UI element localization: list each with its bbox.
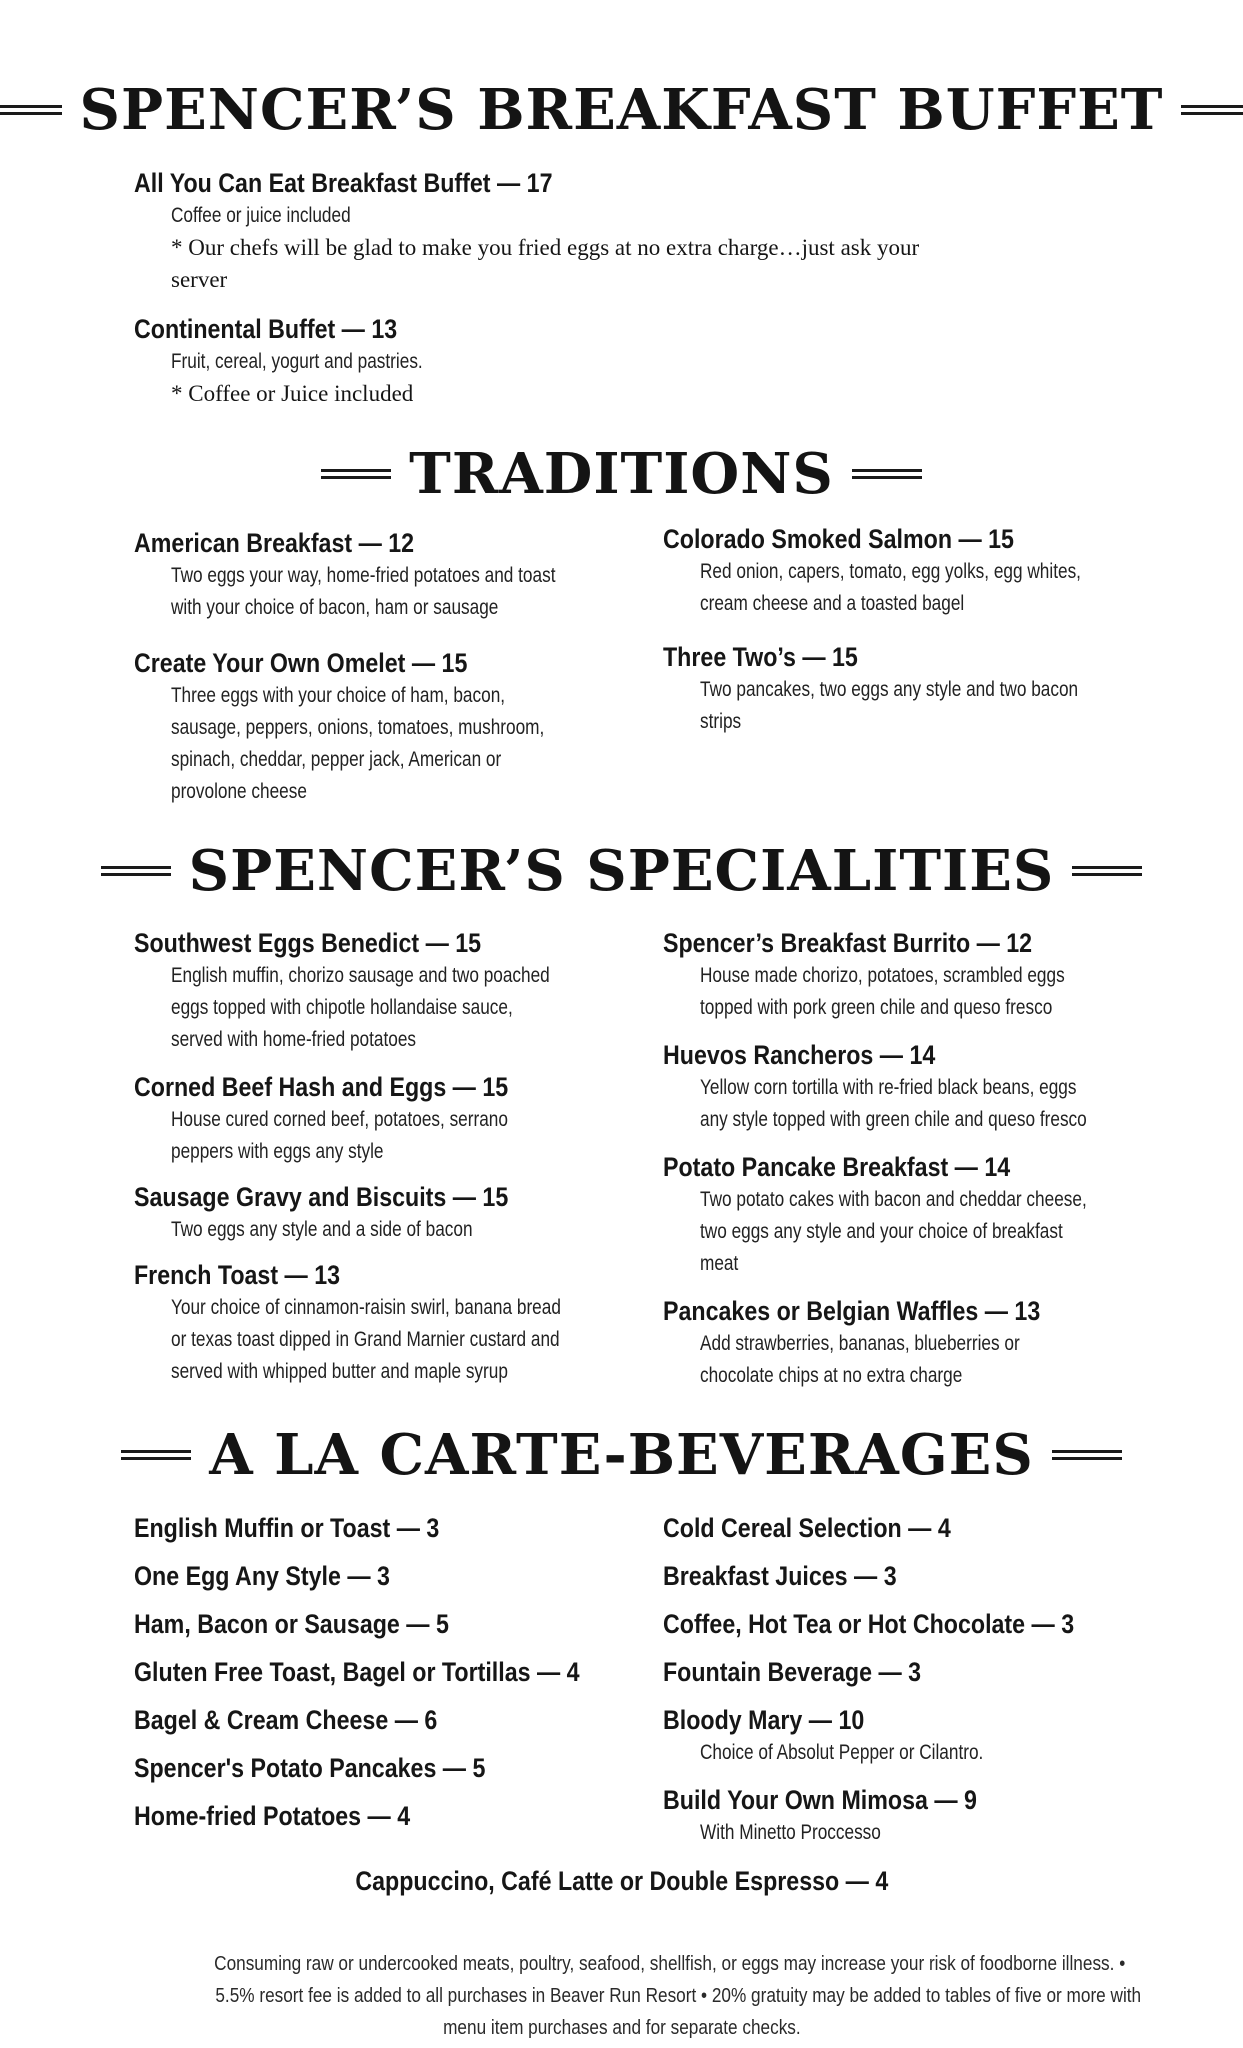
menu-item-bloody-mary [663,1703,1046,1769]
footer-disclaimer: Consuming raw or undercooked meats, poultry, seafood, shellfish, or eggs may increase your risk of foodborne illness. • 5.5% resort fee is added to all purchases in Beaver Run Resort • 20% gratuity may be added to tables of five or more with menu item purchases and for separate checks. [214,1953,1142,2039]
menu-item-potato-pancakes: Spencer's Potato Pancakes — 5 [134,1753,486,1783]
item-description: Coffee or juice included [171,204,351,227]
item-note: * Coffee or Juice included [171,381,414,406]
item-description: Two eggs your way, home-fried potatoes and toast with your choice of bacon, ham or sausage [171,564,556,619]
item-description: Two pancakes, two eggs any style and two bacon strips [700,678,1079,733]
menu-item-three-twos [663,640,1161,738]
heading-a-la-carte [0,1422,1243,1488]
menu-item-potato-pancake-breakfast [663,1150,1172,1280]
item-description: Yellow corn tortilla with re-fried black beans, eggs any style topped with green chile and queso fresco [700,1076,1087,1131]
menu-item-cold-cereal: Cold Cereal Selection — 4 [663,1513,951,1543]
item-name: Potato Pancake Breakfast — 14 [663,1152,1011,1182]
heading-rule-left [121,1450,191,1460]
heading-rule-right [852,469,922,479]
item-name: Pancakes or Belgian Waffles — 13 [663,1296,1041,1326]
item-name: Huevos Rancheros — 14 [663,1040,936,1070]
heading-rule-left [101,866,171,876]
menu-item-huevos-rancheros [663,1038,1172,1136]
item-name: Bloody Mary — 10 [663,1705,865,1735]
menu-item-home-fried-potatoes: Home-fried Potatoes — 4 [134,1801,411,1831]
menu-item-coffee-tea-chocolate: Coffee, Hot Tea or Hot Chocolate — 3 [663,1609,1075,1639]
menu-item-sausage-gravy [134,1180,569,1246]
item-name: Sausage Gravy and Biscuits — 15 [134,1182,509,1212]
item-description: With Minetto Proccesso [700,1821,881,1844]
item-description: Three eggs with your choice of ham, bacon, sausage, peppers, onions, tomatoes, mushroom, spinach, cheddar, pepper jack, American or provolone cheese [171,684,545,803]
menu-item-pancakes-waffles [663,1294,1102,1392]
menu-item-french-toast [134,1258,647,1388]
menu-item-bagel-cream-cheese: Bagel & Cream Cheese — 6 [134,1705,438,1735]
item-name: Create Your Own Omelet — 15 [134,648,468,678]
section-title: SPENCER’S BREAKFAST BUFFET [79,77,1164,143]
item-description: English muffin, chorizo sausage and two poached eggs topped with chipotle hollandaise sauce, served with home-fried potatoes [171,964,550,1051]
menu-item-all-you-can-eat [134,166,919,296]
item-name: Southwest Eggs Benedict — 15 [134,928,482,958]
heading-rule-left [321,469,391,479]
menu-item-ham-bacon-sausage: Ham, Bacon or Sausage — 5 [134,1609,449,1639]
item-name: Continental Buffet — 13 [134,314,398,344]
item-description: House cured corned beef, potatoes, serrano peppers with eggs any style [171,1108,508,1163]
item-description: Choice of Absolut Pepper or Cilantro. [700,1741,984,1764]
menu-item-corned-beef-hash [134,1070,582,1168]
menu-item-southwest-benedict [134,926,633,1056]
item-name: French Toast — 13 [134,1260,341,1290]
menu-item-american-breakfast [134,526,640,624]
item-description: Your choice of cinnamon-raisin swirl, banana bread or texas toast dipped in Grand Marnier custard and served with whipped butter and maple syrup [171,1296,561,1383]
item-description: Fruit, cereal, yogurt and pastries. [171,350,423,373]
section-title: SPENCER’S SPECIALITIES [188,838,1055,904]
menu-item-create-omelet [134,646,626,808]
section-title: TRADITIONS [409,441,834,507]
heading-traditions [0,441,1243,507]
heading-rule-right [1072,866,1142,876]
item-description: Two eggs any style and a side of bacon [171,1218,473,1241]
heading-rule-right [1052,1450,1122,1460]
heading-specialities [0,838,1243,904]
heading-breakfast-buffet [0,77,1243,143]
menu-item-english-muffin: English Muffin or Toast — 3 [134,1513,440,1543]
item-description: Red onion, capers, tomato, egg yolks, egg whites, cream cheese and a toasted bagel [700,560,1081,615]
item-description: Add strawberries, bananas, blueberries or chocolate chips at no extra charge [700,1332,1020,1387]
menu-item-one-egg: One Egg Any Style — 3 [134,1561,390,1591]
menu-item-gluten-free: Gluten Free Toast, Bagel or Tortillas — 4 [134,1657,580,1687]
heading-rule-right [1181,105,1243,115]
menu-item-build-mimosa [663,1783,1028,1849]
item-note: * Our chefs will be glad to make you fried eggs at no extra charge…just ask your server [171,235,920,292]
item-description: House made chorizo, potatoes, scrambled eggs topped with pork green chile and queso fresco [700,964,1065,1019]
item-name: Build Your Own Mimosa — 9 [663,1785,977,1815]
item-name: Colorado Smoked Salmon — 15 [663,524,1014,554]
item-name: American Breakfast — 12 [134,528,415,558]
item-name: Three Two’s — 15 [663,642,858,672]
menu-item-cappuccino-latte-espresso: Cappuccino, Café Latte or Double Espresso — 4 [355,1866,888,1896]
menu-item-breakfast-juices: Breakfast Juices — 3 [663,1561,897,1591]
menu-item-breakfast-burrito [663,926,1145,1024]
item-name: Corned Beef Hash and Eggs — 15 [134,1072,509,1102]
item-name: All You Can Eat Breakfast Buffet — 17 [134,168,553,198]
heading-rule-left [0,105,62,115]
menu-item-fountain-beverage: Fountain Beverage — 3 [663,1657,922,1687]
menu-item-colorado-salmon [663,522,1165,620]
item-name: Spencer’s Breakfast Burrito — 12 [663,928,1033,958]
menu-item-continental-buffet [134,312,478,410]
item-description: Two potato cakes with bacon and cheddar cheese, two eggs any style and your choice of breakfast meat [700,1188,1087,1275]
section-title: A LA CARTE-BEVERAGES [209,1422,1034,1488]
